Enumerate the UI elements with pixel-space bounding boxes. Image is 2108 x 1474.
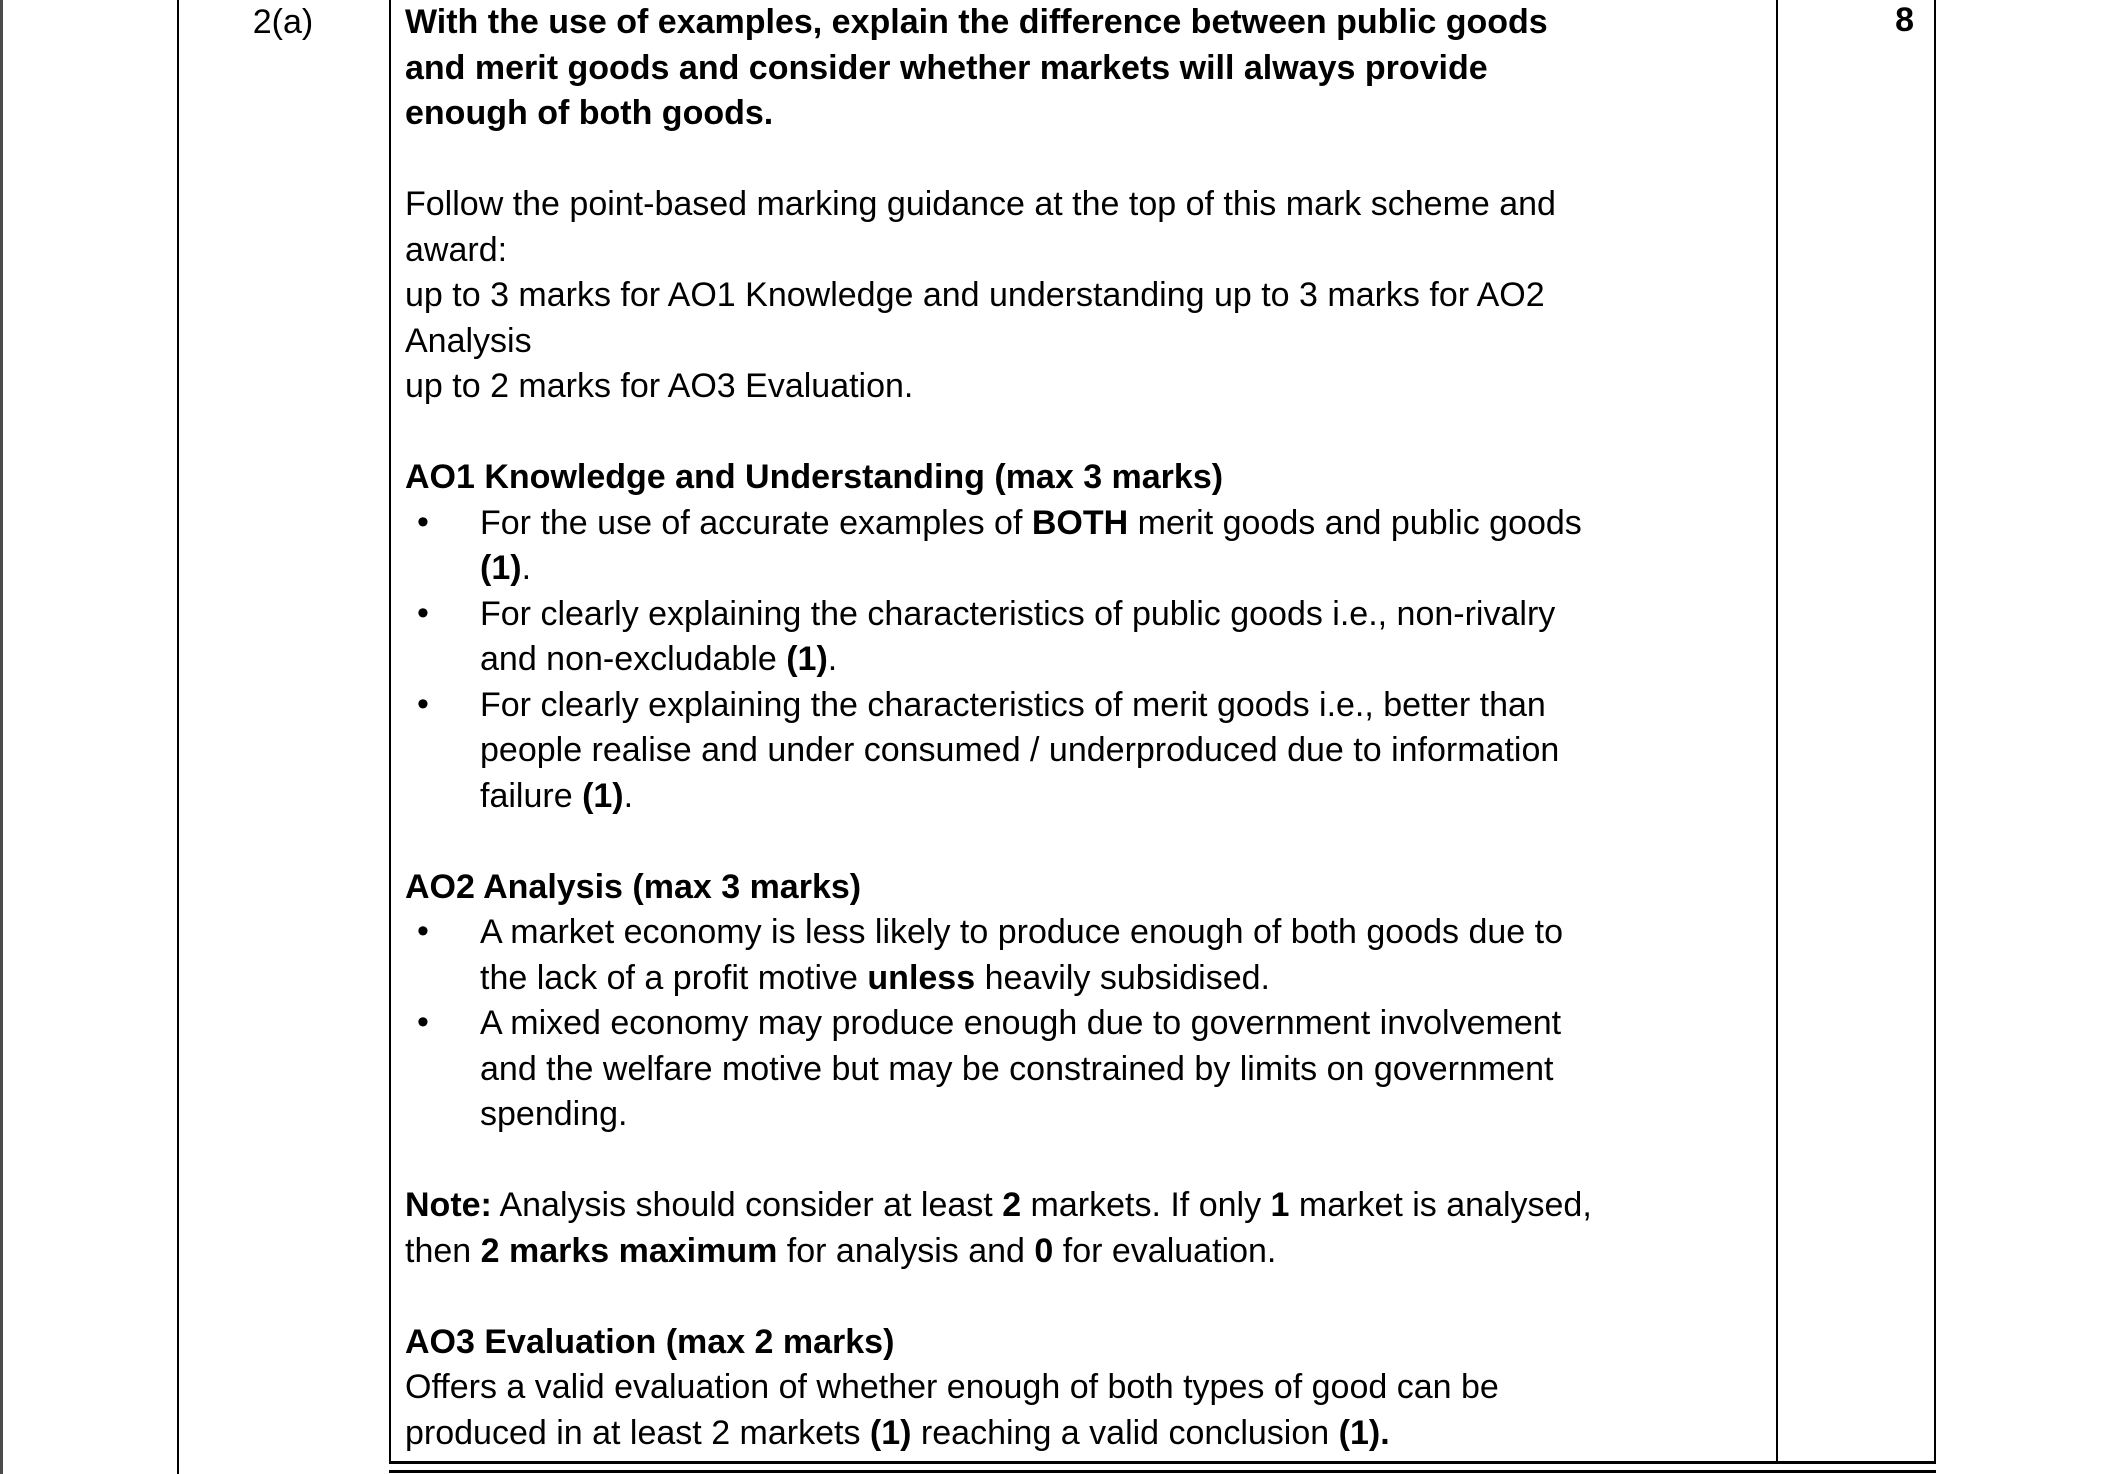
text-segment: Analysis should consider at least <box>491 1186 1003 1224</box>
table-border-marks-left <box>1776 0 1778 1461</box>
ao2-section <box>405 865 1755 1138</box>
table-border-answer-left <box>389 0 391 1461</box>
table-border-row-bottom <box>389 1461 1936 1464</box>
answer-line <box>405 46 1755 92</box>
bold-text-segment: (1) <box>480 549 522 587</box>
question-text-paragraph <box>405 0 1755 137</box>
text-segment: Offers a valid evaluation of whether enough of both types of good can be <box>405 1368 1499 1406</box>
answer-line <box>405 319 1755 365</box>
text-segment: market is analysed, <box>1289 1186 1592 1224</box>
text-segment: and non-excludable <box>480 640 787 678</box>
text-segment: A mixed economy may produce enough due to government involvement <box>480 1004 1562 1042</box>
bold-text-segment: (1). <box>1338 1413 1390 1452</box>
answer-line <box>405 91 1755 137</box>
text-segment: Follow the point-based marking guidance at the top of this mark scheme and <box>405 185 1556 223</box>
page-left-edge-border <box>0 0 3 1474</box>
text-segment: then <box>405 1231 481 1270</box>
text-segment: and the welfare motive but may be constrained by limits on government <box>480 1049 1554 1088</box>
bullet-line <box>480 501 1755 547</box>
text-segment: the lack of a profit motive <box>480 958 868 997</box>
text-segment: merit goods and public goods <box>1128 503 1582 542</box>
text-segment: Analysis <box>405 321 532 360</box>
bullet-item <box>405 592 1755 683</box>
answer-line <box>405 1229 1755 1275</box>
bold-text-segment: (1) <box>869 1413 912 1452</box>
bullet-dot-icon: • <box>417 502 429 541</box>
bold-text-segment: BOTH <box>1031 503 1129 542</box>
marks-value: 8 <box>1895 1 1914 39</box>
bullet-line <box>480 728 1755 774</box>
text-segment: for evaluation. <box>1053 1231 1277 1270</box>
section-heading <box>405 865 1755 911</box>
bold-text-segment: (1) <box>786 640 828 678</box>
bold-text-segment: 2 marks maximum <box>480 1231 778 1270</box>
bullet-line <box>480 683 1755 729</box>
bold-text-segment: With the use of examples, explain the difference between public goods <box>405 3 1548 41</box>
text-segment: For clearly explaining the characteristics of public goods i.e., non-rivalry <box>480 594 1556 633</box>
bullet-line <box>480 637 1755 683</box>
bold-text-segment: AO2 Analysis (max 3 marks) <box>405 867 862 906</box>
bullet-line <box>480 910 1755 956</box>
bullet-item <box>405 683 1755 820</box>
marks-cell <box>1776 0 1934 44</box>
answer-line <box>405 228 1755 274</box>
ao1-section <box>405 455 1755 819</box>
bullet-item <box>405 501 1755 592</box>
bold-text-segment: and merit goods and consider whether markets will always provide <box>405 48 1488 87</box>
table-border-next-row-top <box>389 1470 1936 1473</box>
answer-cell <box>405 0 1755 1456</box>
text-segment: for analysis and <box>777 1231 1035 1270</box>
bold-text-segment: AO1 Knowledge and Understanding (max 3 marks) <box>405 458 1224 496</box>
text-segment: For clearly explaining the characteristics of merit goods i.e., better than <box>480 685 1546 724</box>
bullet-line <box>480 546 1755 592</box>
answer-line <box>405 1365 1755 1411</box>
answer-line <box>405 182 1755 228</box>
bullet-dot-icon: • <box>417 1003 429 1041</box>
text-segment: . <box>521 549 532 587</box>
answer-line <box>405 1183 1755 1229</box>
text-segment: failure <box>480 776 583 815</box>
bullet-line <box>480 1092 1755 1138</box>
text-segment: markets. If only <box>1021 1186 1271 1224</box>
bold-text-segment: 2 <box>1002 1186 1022 1224</box>
answer-line <box>405 0 1755 46</box>
text-segment: . <box>623 776 634 815</box>
bold-text-segment: 1 <box>1270 1186 1290 1224</box>
section-heading <box>405 455 1755 501</box>
text-segment: award: <box>405 230 508 269</box>
bullet-dot-icon: • <box>417 593 429 632</box>
bullet-line <box>480 956 1755 1002</box>
question-number: 2(a) <box>252 3 314 41</box>
bold-text-segment: unless <box>867 958 976 997</box>
text-segment: produced in at least 2 markets <box>405 1413 870 1452</box>
bullet-item <box>405 910 1755 1001</box>
text-segment: up to 3 marks for AO1 Knowledge and understanding up to 3 marks for AO2 <box>405 276 1545 314</box>
answer-line <box>405 364 1755 410</box>
text-segment: . <box>827 640 838 678</box>
bullet-dot-icon: • <box>417 912 429 950</box>
answer-line <box>405 1411 1755 1457</box>
text-segment: For the use of accurate examples of <box>480 503 1032 542</box>
table-border-question-left <box>177 0 179 1474</box>
text-segment: reaching a valid conclusion <box>911 1413 1339 1452</box>
bullet-item <box>405 1001 1755 1138</box>
bold-text-segment: enough of both goods. <box>405 94 774 132</box>
ao3-section <box>405 1320 1755 1457</box>
bold-text-segment: Note: <box>405 1186 492 1224</box>
text-segment: A market economy is less likely to produce enough of both goods due to <box>480 913 1563 951</box>
note-paragraph <box>405 1183 1755 1274</box>
question-number-cell <box>177 0 389 46</box>
bullet-line <box>480 1001 1755 1047</box>
text-segment: spending. <box>480 1095 628 1133</box>
marking-guidance-paragraph <box>405 182 1755 410</box>
bullet-dot-icon: • <box>417 684 429 723</box>
bold-text-segment: AO3 Evaluation (max 2 marks) <box>405 1322 895 1361</box>
bullet-line <box>480 1047 1755 1093</box>
section-heading <box>405 1320 1755 1366</box>
bullet-line <box>480 774 1755 820</box>
text-segment: up to 2 marks for AO3 Evaluation. <box>405 367 914 405</box>
text-segment: heavily subsidised. <box>975 958 1270 997</box>
answer-line <box>405 273 1755 319</box>
table-border-marks-right <box>1934 0 1936 1461</box>
text-segment: people realise and under consumed / underproduced due to information <box>480 731 1560 769</box>
bold-text-segment: (1) <box>582 776 624 815</box>
bold-text-segment: 0 <box>1034 1231 1054 1270</box>
bullet-line <box>480 592 1755 638</box>
